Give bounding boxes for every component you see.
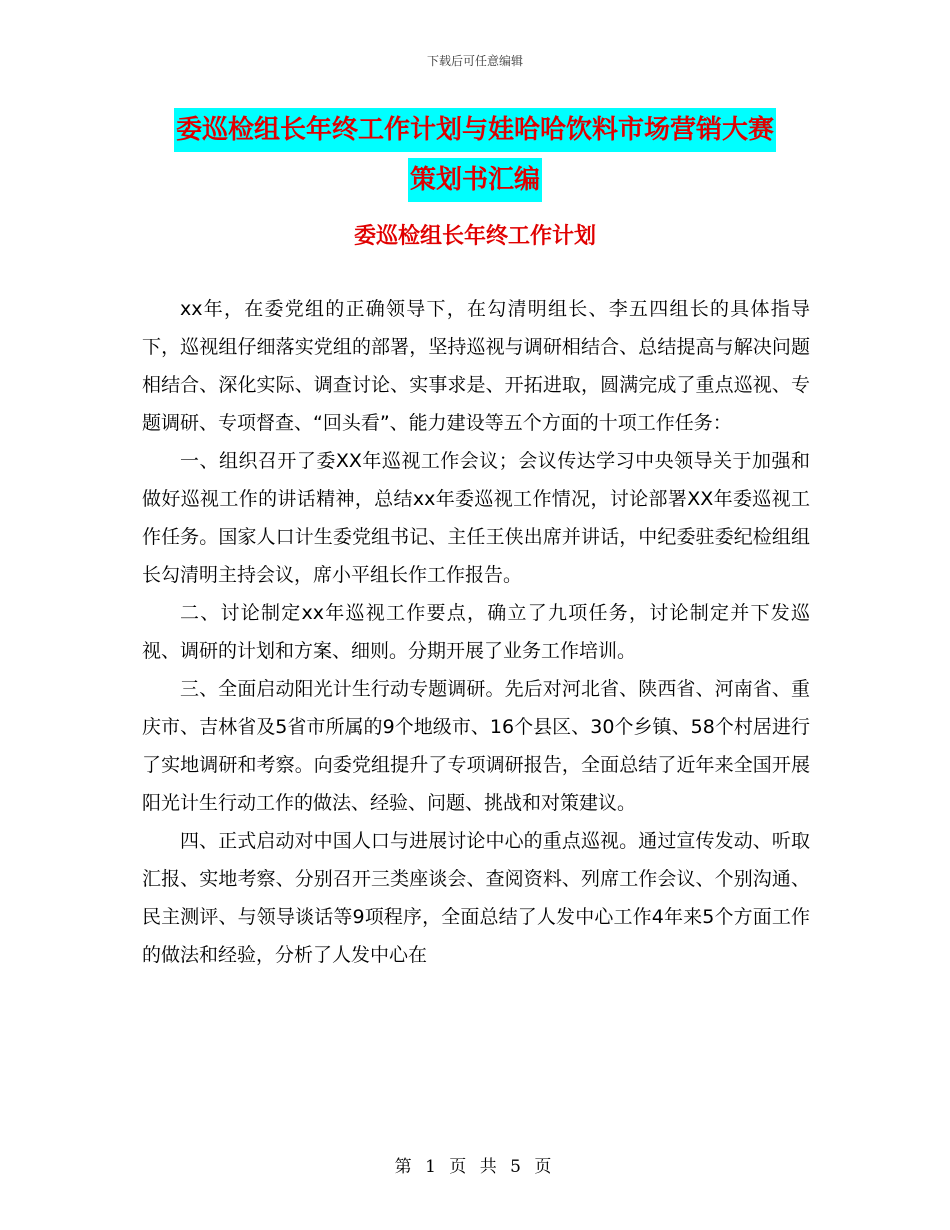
paragraph-2: 二、讨论制定xx年巡视工作要点，确立了九项任务，讨论制定并下发巡视、调研的计划和方案、细则。分期开展了业务工作培训。 (142, 602, 810, 662)
document-title (0, 108, 950, 208)
section-title: 委巡检组长年终工作计划 (353, 224, 596, 249)
title-line-1: 委巡检组长年终工作计划与娃哈哈饮料市场营销大赛 (174, 108, 776, 152)
paragraph-intro: xx年，在委党组的正确领导下，在勾清明组长、李五四组长的具体指导下，巡视组仔细落实党组的部署，坚持巡视与调研相结合、总结提高与解决问题相结合、深化实际、调查讨论、实事求是、开拓进取，圆满完成了重点巡视、专题调研、专项督查、“回头看”、能力建设等五个方面的十项工作任务： (142, 298, 810, 434)
body-text (142, 290, 810, 974)
page-header: 下载后可任意编辑 (426, 54, 523, 68)
title-line-2: 策划书汇编 (408, 158, 542, 202)
page-footer: 第 1 页 共 5 页 (394, 1157, 556, 1177)
paragraph-4: 四、正式启动对中国人口与进展讨论中心的重点巡视。通过宣传发动、听取汇报、实地考察、分别召开三类座谈会、查阅资料、列席工作会议、个别沟通、民主测评、与领导谈话等9项程序，全面总结了人发中心工作4年来5个方面工作的做法和经验，分析了人发中心在 (142, 830, 810, 966)
paragraph-3: 三、全面启动阳光计生行动专题调研。先后对河北省、陕西省、河南省、重庆市、吉林省及5省市所属的9个地级市、16个县区、30个乡镇、58个村居进行了实地调研和考察。向委党组提升了专项调研报告，全面总结了近年来全国开展阳光计生行动工作的做法、经验、问题、挑战和对策建议。 (142, 678, 810, 814)
paragraph-1: 一、组织召开了委XX年巡视工作会议；会议传达学习中央领导关于加强和做好巡视工作的讲话精神，总结xx年委巡视工作情况，讨论部署XX年委巡视工作任务。国家人口计生委党组书记、主任王侠出席并讲话，中纪委驻委纪检组组长勾清明主持会议，席小平组长作工作报告。 (142, 450, 810, 586)
